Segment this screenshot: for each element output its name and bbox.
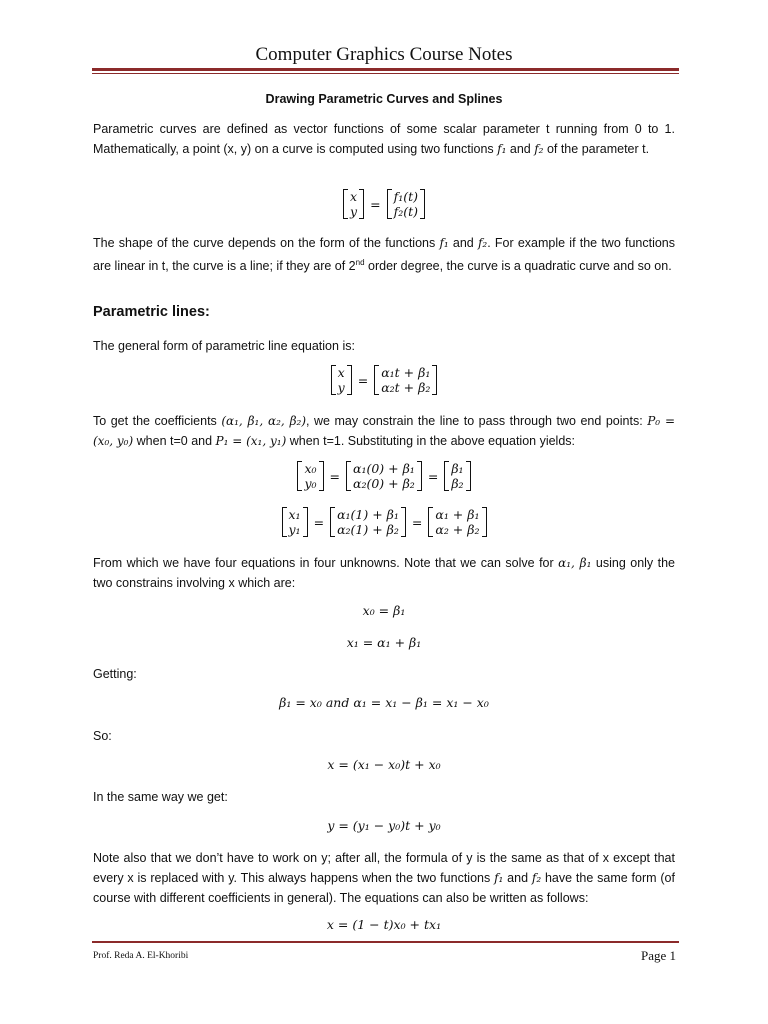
paragraph-curve-shape: The shape of the curve depends on the form of the functions 𝑓₁ and 𝑓₂. For example if the two functions are linear in t, the curve is a line; if they are of 2nd order degree, the curve is a quadratic curve and so on.	[93, 236, 676, 274]
footer-page-number: Page 1	[640, 948, 676, 963]
paragraph-intro: Parametric curves are defined as vector functions of some scalar parameter t running from 0 to 1. Mathematically, a point (x, y) on a curve is computed using two functions 𝑓₁ and 𝑓₂ of the parameter t.	[93, 122, 675, 156]
equation-line-general: x y = α₁t + β₁ α₂t + β₂	[93, 365, 675, 395]
equation-y-of-t: y = (y₁ − y₀)t + y₀	[327, 818, 441, 833]
equation-x-interpolation: x = (1 − t)x₀ + tx₁	[326, 917, 442, 932]
paragraph-four-equations: From which we have four equations in four unknowns. Note that we can solve for α₁, β₁ using only the two constrains involving x which are:	[93, 556, 676, 590]
equation-x-of-t: x = (x₁ − x₀)t + x₀	[327, 757, 441, 772]
equation-substitute-t1: x₁ y₁ = α₁(1) + β₁ α₂(1) + β₂ = α₁ + β₁ α₂ + β₂	[93, 507, 675, 537]
page-header-title: Computer Graphics Course Notes	[255, 44, 513, 65]
paragraph-coefficients: To get the coefficients (α₁, β₁, α₂, β₂), we may constrain the line to pass through two end points: P₀ = (x₀, y₀) when t=0 and P₁ = (x₁, y₁) when t=1. Substituting in the above equation yields:	[93, 414, 675, 448]
header-rule-thick	[92, 68, 679, 71]
paragraph-same-way: In the same way we get:	[93, 790, 228, 804]
footer-rule	[92, 941, 679, 943]
equation-vector-function: x y = f₁(t) f₂(t)	[93, 189, 675, 219]
section-heading-parametric-lines: Parametric lines:	[93, 304, 210, 320]
footer-author: Prof. Reda A. El-Khoribi	[93, 951, 189, 961]
equation-x1-alpha1-beta1: x₁ = α₁ + β₁	[346, 635, 422, 650]
header-rule-thin	[92, 73, 679, 74]
paragraph-note-y: Note also that we don’t have to work on y; after all, the formula of y is the same as that of x except that every x is replaced with y. This always happens when the two functions 𝑓₁ and 𝑓₂ have the same form (of course with different coefficients in general). The equations can also be written as follows:	[93, 851, 675, 905]
paragraph-general-form: The general form of parametric line equation is:	[93, 339, 355, 353]
document-title: Drawing Parametric Curves and Splines	[265, 92, 503, 106]
equation-substitute-t0: x₀ y₀ = α₁(0) + β₁ α₂(0) + β₂ = β₁ β₂	[93, 461, 675, 491]
equation-beta1-alpha1: β₁ = x₀ and α₁ = x₁ − β₁ = x₁ − x₀	[279, 695, 489, 710]
equation-x0-beta1: x₀ = β₁	[362, 603, 406, 618]
paragraph-so: So:	[93, 729, 112, 743]
paragraph-getting: Getting:	[93, 667, 137, 681]
